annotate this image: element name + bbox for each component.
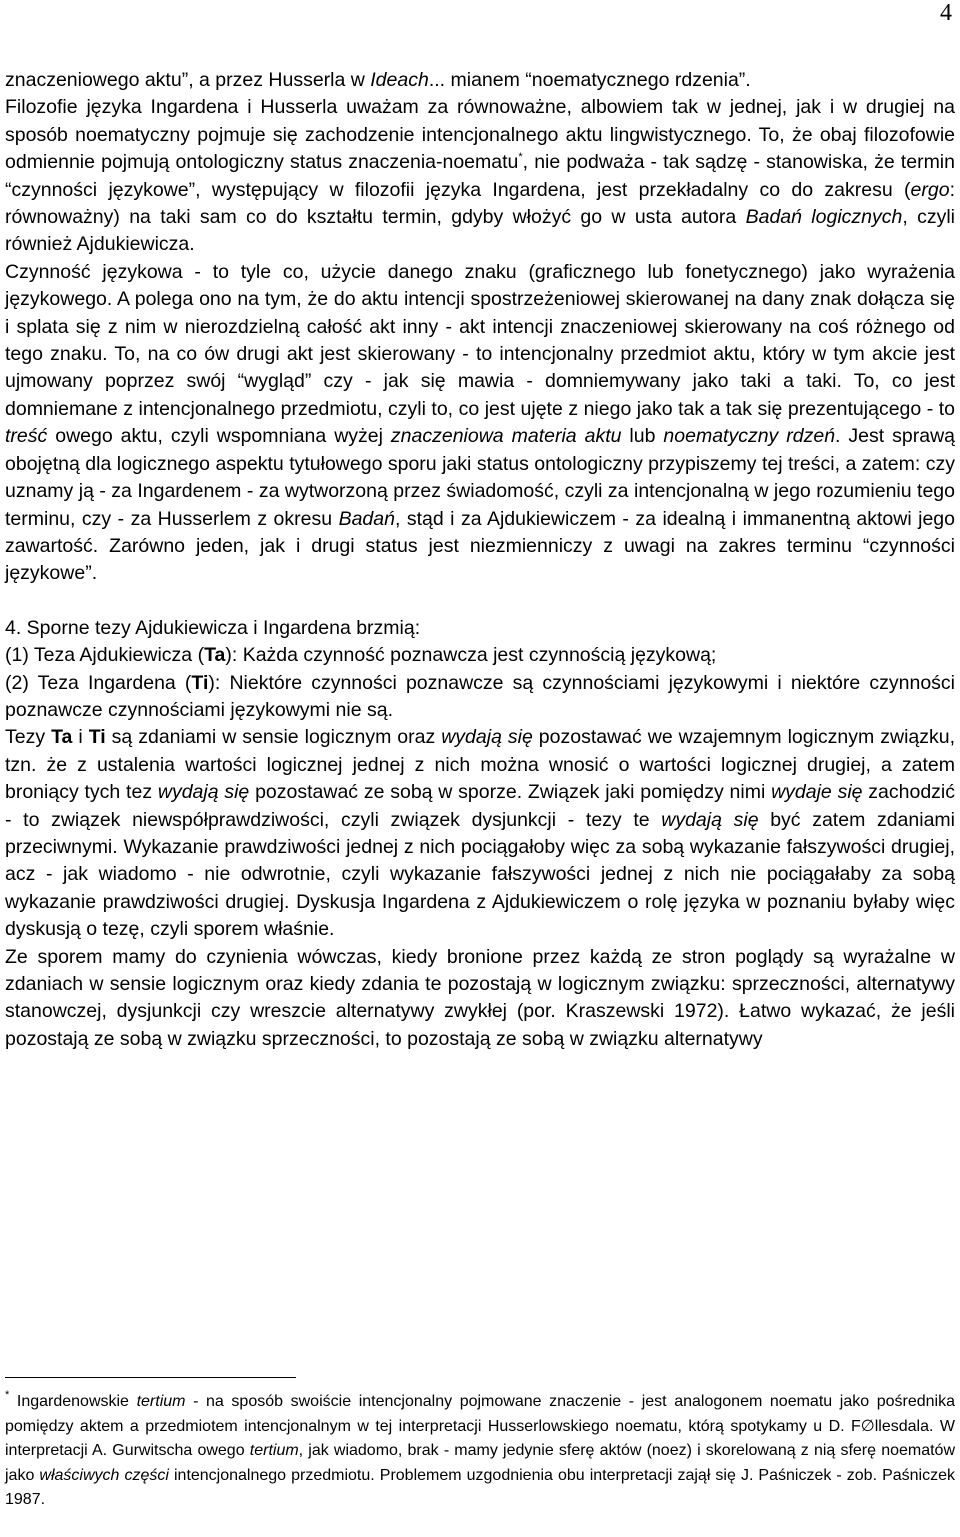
italic-term: ergo <box>910 178 950 201</box>
thesis-ajdukiewicz <box>5 642 955 669</box>
footnote-marker: * <box>5 1389 10 1401</box>
bold-term: Ta <box>51 726 73 749</box>
footnote <box>5 1390 955 1513</box>
text-run: - na sposób swoiście intencjonalny pojmowane znaczenie - jest analogonem noematu jako pośrednika pomiędzy aktem a przedmiotem intencjonalnym w tej interpretacji Husserlowskiego noematu, którą spotykamy u D. F∅llesdala. W interpretacji A. Gurwitscha owego <box>5 1393 955 1459</box>
text-run: ... mianem “noematycznego rdzenia”. <box>428 69 751 91</box>
text-run: , jak wiadomo, brak - mamy jedynie sferę aktów (noez) i skorelowaną z nią sferę noematów jako <box>5 1442 956 1484</box>
italic-term: wydają się <box>661 808 759 831</box>
italic-term: noematyczny rdzeń <box>663 425 836 448</box>
text-run: Ze sporem mamy do czynienia wówczas, kiedy bronione przez każdą ze stron poglądy są wyrażalne w zdaniach w sensie logicznym oraz kiedy zdania te pozostają w logicznym związku: sprzeczności, alternatywy stanowczej, dysjunkcji czy wreszcie alternatywy zwykłej (por. Kraszewski 1972). Łatwo wykazać, że jeśli pozostają ze sobą w związku sprzeczności, to pozostają ze sobą w związku alternatywy <box>5 945 955 1050</box>
text-run: ): Niektóre czynności poznawcze są czynnościami językowymi i niektóre czynności poznawcze czynnościami językowymi nie są. <box>5 671 956 721</box>
italic-term: Badań logicznych <box>745 206 903 229</box>
text-run: pozostawać we wzajemnym logicznym związku, tzn. że z ustalenia wartości logicznej jednej z nich można wnosić o wartości logicznej drugiej, a zatem broniący tych tez <box>5 726 956 804</box>
text-run: być zatem zdaniami przeciwnymi. Wykazanie prawdziwości jednej z nich pociągałoby więc za sobą wykazanie fałszywości drugiej, acz - jak wiadomo - nie odwrotnie, czyli wykazanie fałszywości jednej z nich nie pociągałaby za sobą wykazanie prawdziwości drugiej. Dyskusja Ingardena z Ajdukiewiczem o rolę języka w poznaniu byłaby więc dyskusją o tezę, czyli sporem właśnie. <box>5 808 956 941</box>
italic-term: tertium <box>249 1442 299 1459</box>
text-run: Ingardenowskie <box>9 1393 137 1410</box>
text-run: i <box>72 726 89 749</box>
text-run: znaczeniowego aktu”, a przez Husserla w <box>5 69 371 91</box>
italic-term: tertium <box>136 1393 186 1410</box>
text-run: Tezy <box>5 726 52 749</box>
italic-term: właściwych części <box>39 1466 169 1484</box>
footnote-separator <box>5 1377 296 1378</box>
footnote-text <box>5 1390 955 1513</box>
text-run: (2) Teza Ingardena ( <box>5 671 192 694</box>
italic-term: Badań <box>338 507 395 530</box>
text-run: pozostawać ze sobą w sporze. Związek jaki pomiędzy nimi <box>249 781 772 804</box>
body-text <box>5 67 955 1053</box>
text-run: Czynność językowa - to tyle co, użycie danego znaku (graficznego lub fonetycznego) jako wyrażenia językowego. A polega ono na tym, że do aktu intencji spostrzeżeniowej skierowanej na dany znak dołącza się i splata się z nim w nierozdzielną całość akt inny - akt intencji znaczeniowej skierowany na coś różnego od tego znaku. To, na co ów drugi akt jest skierowany - to intencjonalny przedmiot aktu, który w tym akcie jest ujmowany poprzez swój “wygląd” czy - jak się mawia - domniemywany jako taki a taki. To, co jest domniemane z intencjonalnego przedmiotu, czyli to, co jest ujęte z niego jako tak a tak się prezentującego - to <box>5 260 955 420</box>
text-run: , nie podważa - tak sądzę - stanowiska, że termin “czynności językowe”, występujący w filozofii języka Ingardena, jest przekładalny co do zakresu ( <box>5 151 955 201</box>
text-run: ): Każda czynność poznawcza jest czynnością językową; <box>225 644 717 667</box>
text-run: , stąd i za Ajdukiewiczem - za idealną i immanentną aktowi jego zawartość. Zarówno jeden, jak i drugi status jest niezmienniczy z uwagi na zakres terminu “czynności językowe”. <box>5 507 956 585</box>
italic-term: wydają się <box>157 781 250 804</box>
paragraph <box>5 67 955 94</box>
section-heading <box>5 615 955 642</box>
text-run: (1) Teza Ajdukiewicza ( <box>5 644 205 667</box>
paragraph <box>5 724 955 943</box>
text-run: 4. Sporne tezy Ajdukiewicza i Ingardena brzmią: <box>5 616 421 639</box>
text-run: , czyli również Ajdukiewicza. <box>5 206 955 256</box>
text-run: lub <box>621 425 664 448</box>
italic-term: Ideach <box>370 69 429 91</box>
footnote-marker: * <box>518 151 523 164</box>
text-run: intencjonalnego przedmiotu. Problemem uzgodnienia obu interpretacji zajął się J. Paśniczek - zob. Paśniczek 1987. <box>5 1466 956 1508</box>
italic-term: wydaje się <box>771 781 863 804</box>
paragraph <box>5 944 955 1054</box>
text-run: owego aktu, czyli wspomniana wyżej <box>47 425 391 448</box>
page-number: 4 <box>940 0 952 26</box>
paragraph <box>5 94 955 258</box>
text-run: zachodzić - to związek niewspółprawdziwości, czyli związek dysjunkcji - tezy te <box>5 781 956 831</box>
text-run: są zdaniami w sensie logicznym oraz <box>105 726 442 749</box>
text-run: . Jest sprawą obojętną dla logicznego aspektu tytułowego sporu jaki status ontologiczny przypiszemy tej treści, a zatem: czy uznamy ją - za Ingardenem - za wytworzoną przez świadomość, czyli za intencjonalną w jego rozumieniu tego terminu, czy - za Husserlem z okresu <box>5 425 956 530</box>
paragraph <box>5 259 955 588</box>
text-run: : równoważny) na taki sam co do kształtu termin, gdyby włożyć go w usta autora <box>5 178 955 229</box>
thesis-ingarden <box>5 670 955 725</box>
italic-term: wydają się <box>441 726 533 749</box>
italic-term: treść <box>5 425 48 448</box>
bold-term: Ti <box>88 726 106 749</box>
italic-term: znaczeniowa materia aktu <box>390 425 622 448</box>
paragraph-spacer <box>5 588 955 615</box>
text-run: Filozofie języka Ingardena i Husserla uważam za równoważne, albowiem tak w jednej, jak i w drugiej na sposób noematyczny pojmuje się zachodzenie intencjonalnego aktu lingwistycznego. To, że obaj filozofowie odmiennie pojmują ontologiczny status znaczenia-noematu <box>5 96 955 174</box>
bold-term: Ti <box>191 671 209 694</box>
bold-term: Ta <box>204 644 226 667</box>
